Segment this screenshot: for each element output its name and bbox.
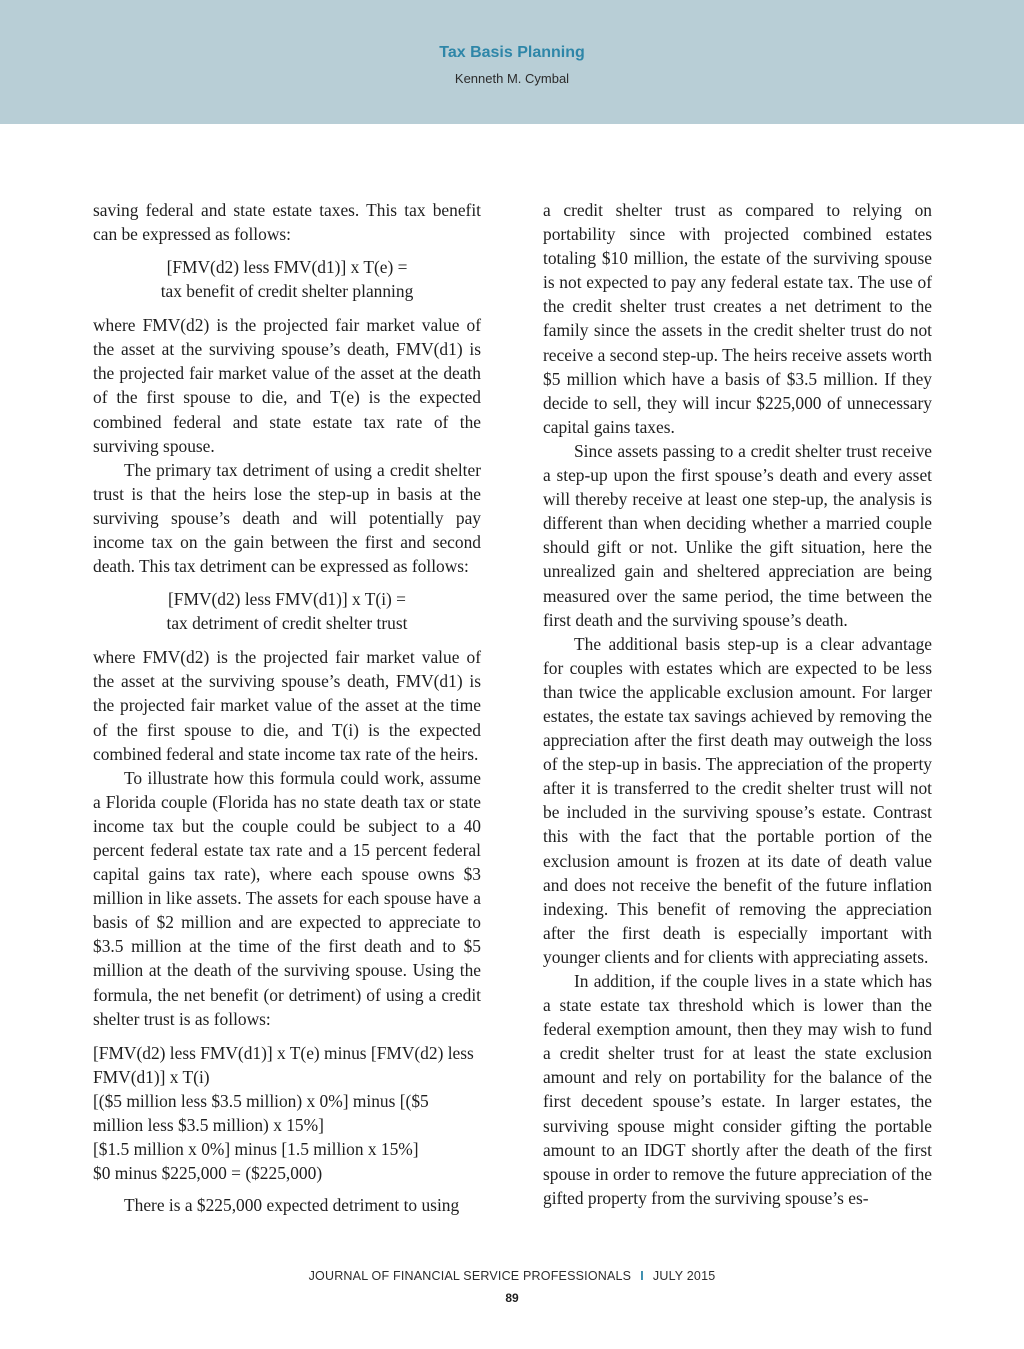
issue-date: JULY 2015 [652, 1269, 716, 1283]
calculation-line: [FMV(d2) less FMV(d1)] x T(e) minus [FMV(d2) less FMV(d1)] x T(i) [93, 1042, 474, 1087]
calculation-block [93, 1041, 481, 1186]
formula-tax-detriment [93, 587, 481, 635]
right-column [543, 198, 932, 1210]
formula-line: [FMV(d2) less FMV(d1)] x T(e) = [166, 257, 408, 278]
article-title: Tax Basis Planning [439, 44, 585, 61]
calculation-line: [($5 million less $3.5 million) x 0%] minus [($5 million less $3.5 million) x 15%] [93, 1090, 429, 1135]
paragraph: Since assets passing to a credit shelter trust receive a step-up upon the first spouse’s death and every asset will thereby receive at least one step-up, the analysis is different than when deciding whether a married couple should gift or not. Unlike the gift situation, here the unrealized gain and sheltered appreciation are being measured over the same period, the time between the first death and the surviving spouse’s death. [543, 440, 932, 630]
paragraph: The additional basis step-up is a clear advantage for couples with estates which are expected to be less than twice the applicable exclusion amount. For larger estates, the estate tax savings achieved by removing the appreciation after the first death may outweigh the loss of the step-up in basis. The appreciation of the property after it is transferred to the credit shelter trust will not be included in the surviving spouse’s estate. Contrast this with the fact that the portable portion of the exclusion amount is frozen at its date of death value and does not receive the benefit of the future inflation indexing. This benefit of removing the appreciation after the first death is especially important with younger clients and for clients with appreciating assets. [543, 633, 932, 967]
paragraph: In addition, if the couple lives in a state which has a state estate tax threshold which is lower than the federal exemption amount, then they may wish to fund a credit shelter trust for at least the state exclusion amount and rely on portability for the balance of the first decedent spouse’s estate. In larger estates, the surviving spouse might consider gifting the portable amount to an IDGT shortly after the death of the first spouse in order to remove the future appreciation of the gifted property from the surviving spouse’s es- [543, 971, 932, 1208]
article-author: Kenneth M. Cymbal [454, 71, 570, 86]
footer-separator: I [640, 1269, 644, 1283]
formula-line: tax detriment of credit shelter trust [166, 613, 408, 634]
paragraph: The primary tax detriment of using a credit shelter trust is that the heirs lose the step-up in basis at the surviving spouse’s death and will potentially pay income tax on the gain between the first and second death. This tax detriment can be expressed as follows: [93, 459, 481, 577]
calculation-line: [$1.5 million x 0%] minus [1.5 million x 15%] [93, 1139, 419, 1160]
formula-line: [FMV(d2) less FMV(d1)] x T(i) = [168, 589, 406, 610]
paragraph: a credit shelter trust as compared to relying on portability since with projected combined estates totaling $10 million, the estate of the surviving spouse is not expected to pay any federal estate tax. The use of the credit shelter trust creates a net detriment to the family since the assets in the credit shelter trust do not receive a second step-up. The heirs receive assets worth $5 million which have a basis of $3.5 million. If they decide to sell, they will incur $225,000 of unnecessary capital gains taxes. [543, 200, 932, 437]
page-footer [0, 1269, 1024, 1283]
formula-line: tax benefit of credit shelter planning [160, 281, 414, 302]
paragraph: saving federal and state estate taxes. This tax benefit can be expressed as follows: [93, 200, 481, 245]
journal-name: JOURNAL OF FINANCIAL SERVICE PROFESSIONALS [308, 1269, 632, 1283]
paragraph: To illustrate how this formula could work, assume a Florida couple (Florida has no state death tax or state income tax but the couple could be subject to a 40 percent federal estate tax rate and a 15 percent federal capital gains tax rate), where each spouse owns $3 million in like assets. The assets for each spouse have a basis of $2 million and are expected to appreciate to $3.5 million at the time of the first death and to $5 million at the death of the surviving spouse. Using the formula, the net benefit (or detriment) of using a credit shelter trust is as follows: [93, 767, 481, 1029]
paragraph: where FMV(d2) is the projected fair market value of the asset at the surviving spouse’s death, FMV(d1) is the projected fair market value of the asset at the time of the first spouse to die, and T(i) is the expected combined federal and state income tax rate of the heirs. [93, 647, 481, 764]
formula-tax-benefit [93, 255, 481, 303]
page-number: 89 [505, 1291, 519, 1305]
calculation-line: $0 minus $225,000 = ($225,000) [93, 1163, 323, 1184]
paragraph: where FMV(d2) is the projected fair market value of the asset at the surviving spouse’s death, FMV(d1) is the projected fair market value of the asset at the death of the first spouse to die, and T(e) is the expected combined federal and state estate tax rate of the surviving spouse. [93, 315, 481, 456]
paragraph: There is a $225,000 expected detriment to using [124, 1195, 460, 1216]
left-column [93, 198, 481, 1217]
page-header [0, 0, 1024, 124]
